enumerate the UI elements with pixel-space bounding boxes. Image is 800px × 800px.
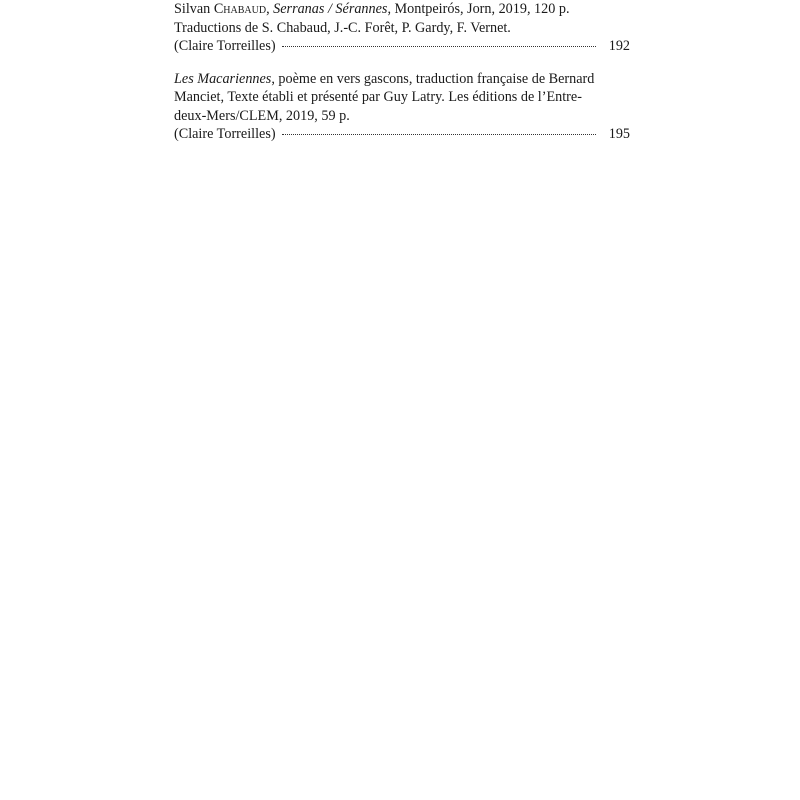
book-title: Serranas / Sérannes (273, 1, 388, 17)
entry-line: deux-Mers/CLEM, 2019, 59 p. (174, 107, 350, 124)
reviewer-line (174, 37, 630, 56)
author-first-name: Silvan (174, 1, 211, 17)
entry-text: , poème en vers gascons, traduction française de Bernard (271, 70, 595, 87)
toc-entry (174, 0, 630, 56)
page-number: 192 (608, 38, 630, 54)
entry-line: Manciet, Texte établi et présenté par Guy Latry. Les éditions de l’Entre- (174, 89, 582, 105)
dot-leader (282, 46, 596, 47)
entry-line: Traductions de S. Chabaud, J.-C. Forêt, P. Gardy, F. Vernet. (174, 19, 511, 36)
book-title: Les Macariennes (174, 70, 272, 87)
page-number: 195 (608, 126, 630, 142)
reviewer-name: (Claire Torreilles) (174, 38, 276, 54)
toc-entry (174, 70, 630, 144)
entry-line (174, 70, 630, 89)
author-last-name: Chabaud (213, 1, 267, 17)
reviewer-name: (Claire Torreilles) (174, 126, 276, 142)
reviewer-line (174, 125, 630, 144)
table-of-contents (174, 0, 630, 144)
entry-line: Silvan Chabaud, Serranas / Sérannes, Montpeirós, Jorn, 2019, 120 p. (174, 1, 570, 17)
dot-leader (282, 134, 596, 135)
publication-info: , Montpeirós, Jorn, 2019, 120 p. (387, 1, 570, 17)
